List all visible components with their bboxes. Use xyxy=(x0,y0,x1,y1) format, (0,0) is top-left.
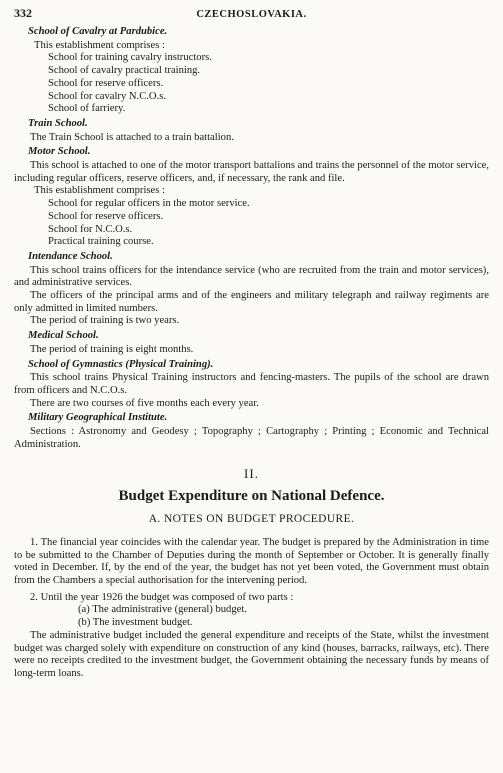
geo-text: Sections : Astronomy and Geodesy ; Topography ; Cartography ; Printing ; Economic and Technical Administration. xyxy=(14,426,489,450)
budget-para: 1. The financial year coincides with the calendar year. The budget is prepared by the Administration in time to be submitted to the Chamber of Deputies during the month of September or October. It is generally finally voted in December. If, by the end of the year, the budget has not yet been voted, the Government must obtain from the Chambers a special authorisation for the intervening period. xyxy=(14,536,489,586)
geo-heading: Military Geographical Institute. xyxy=(28,412,168,424)
running-header xyxy=(14,6,489,24)
intendance-para: The period of training is two years. xyxy=(30,315,180,327)
cavalry-item: School for training cavalry instructors. xyxy=(48,52,212,64)
intendance-para: The officers of the principal arms and of the engineers and military telegraph and railway regiments are only admitted in limited numbers. xyxy=(14,290,489,314)
budget-para: The administrative budget included the general expenditure and receipts of the State, whilst the investment budget was charged solely with expenditure on construction of any kind (houses, barracks, railways, etc). There were no receipts credited to the investment budget, the Government obtaining the necessary funds by means of long-term loans. xyxy=(14,629,489,679)
gymnastics-para: There are two courses of five months each every year. xyxy=(30,397,259,409)
cavalry-item: School for cavalry N.C.O.s. xyxy=(48,90,166,102)
intendance-section xyxy=(14,251,489,328)
budget-item: (a) The administrative (general) budget. xyxy=(78,604,247,616)
motor-section xyxy=(14,146,489,249)
gymnastics-section xyxy=(14,359,489,411)
page-number: 332 xyxy=(14,6,32,20)
motor-intro: This establishment comprises : xyxy=(34,185,165,197)
motor-item: School for N.C.O.s. xyxy=(48,223,133,235)
motor-item: School for regular officers in the motor service. xyxy=(48,198,250,210)
budget-para: 2. Until the year 1926 the budget was composed of two parts : xyxy=(30,591,294,603)
cavalry-intro: This establishment comprises : xyxy=(34,39,165,51)
cavalry-item: School for reserve officers. xyxy=(48,77,164,89)
gymnastics-para: This school trains Physical Training instructors and fencing-masters. The pupils of the school are drawn from officers and N.C.O.s. xyxy=(14,372,489,396)
train-section xyxy=(14,118,489,144)
medical-section xyxy=(14,330,489,356)
cavalry-item: School of cavalry practical training. xyxy=(48,65,201,77)
section-numeral: II. xyxy=(244,465,259,481)
geo-section xyxy=(14,412,489,451)
motor-item: Practical training course. xyxy=(48,236,154,248)
motor-heading: Motor School. xyxy=(28,146,91,158)
cavalry-item: School of farriery. xyxy=(48,103,126,115)
intendance-heading: Intendance School. xyxy=(28,250,113,262)
motor-item: School for reserve officers. xyxy=(48,210,164,222)
motor-text: This school is attached to one of the motor transport battalions and trains the personnel of the motor service, including regular officers, reserve officers, and, if necessary, the rank and file. xyxy=(14,160,489,184)
budget-item: (b) The investment budget. xyxy=(78,617,193,629)
section-subtitle: A. NOTES ON BUDGET PROCEDURE. xyxy=(148,513,355,526)
budget-notes xyxy=(14,537,489,681)
medical-heading: Medical School. xyxy=(28,330,99,342)
section-title: Budget Expenditure on National Defence. xyxy=(118,488,385,505)
train-heading: Train School. xyxy=(28,117,88,129)
cavalry-heading: School of Cavalry at Pardubice. xyxy=(28,26,168,37)
intendance-para: This school trains officers for the intendance service (who are recruited from the train and motor services), and administrative services. xyxy=(14,264,489,289)
train-text: The Train School is attached to a train battalion. xyxy=(30,131,234,143)
cavalry-section xyxy=(14,26,489,116)
medical-text: The period of training is eight months. xyxy=(30,343,194,355)
running-title: CZECHOSLOVAKIA. xyxy=(196,9,307,20)
gymnastics-heading: School of Gymnastics (Physical Training). xyxy=(28,358,214,370)
